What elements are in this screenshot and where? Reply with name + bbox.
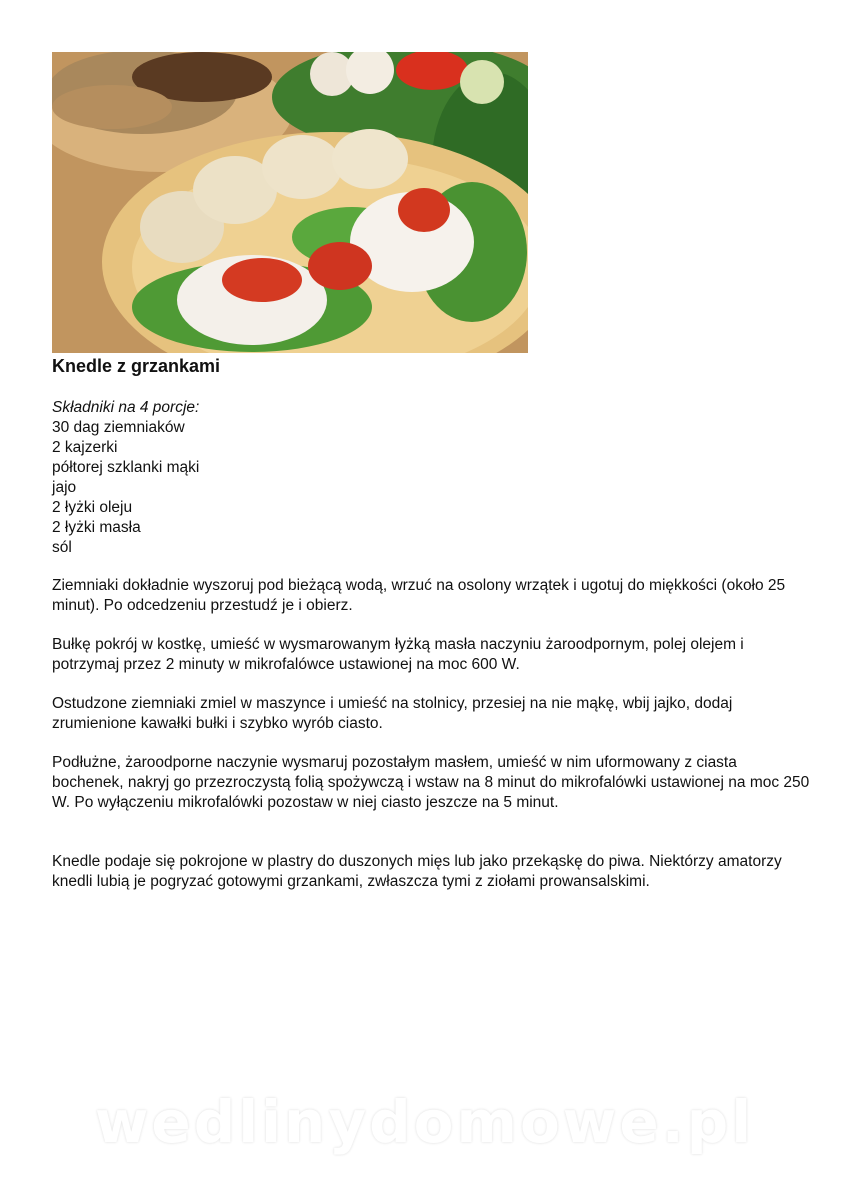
- step-paragraph: Podłużne, żaroodporne naczynie wysmaruj pozostałym masłem, umieść w nim uformowany z ciasta bochenek, nakryj go przezroczystą folią spożywczą i wstaw na 8 minut do mikrofalówki ustawionej na moc 250 W. Po wyłączeniu mikrofalówki pozostaw w niej ciasto jeszcze na 5 minut.: [52, 754, 810, 811]
- ingredient-item: 2 kajzerki: [52, 439, 118, 456]
- ingredient-item: 2 łyżki masła: [52, 519, 141, 536]
- dish-photo: [52, 52, 528, 353]
- ingredients-section: [52, 398, 792, 558]
- ingredients-heading: Składniki na 4 porcje:: [52, 399, 200, 416]
- step-paragraph: Bułkę pokrój w kostkę, umieść w wysmarowanym łyżką masła naczyniu żaroodpornym, polej olejem i potrzymaj przez 2 minuty w mikrofalówce ustawionej na moc 600 W.: [52, 636, 744, 673]
- site-watermark: wedlinydomowe.pl: [94, 1088, 755, 1156]
- ingredient-item: 2 łyżki oleju: [52, 499, 133, 516]
- ingredients-list: [52, 418, 792, 558]
- ingredient-item: sól: [52, 539, 72, 556]
- step-paragraph: Ostudzone ziemniaki zmiel w maszynce i umieść na stolnicy, przesiej na nie mąkę, wbij jajko, dodaj zrumienione kawałki bułki i szybko wyrób ciasto.: [52, 695, 733, 732]
- dish-illustration: [52, 52, 528, 353]
- step-paragraph: Ziemniaki dokładnie wyszoruj pod bieżącą wodą, wrzuć na osolony wrzątek i ugotuj do miękkości (około 25 minut). Po odcedzeniu przestudź je i obierz.: [52, 577, 786, 614]
- recipe-title: Knedle z grzankami: [52, 356, 221, 376]
- step-paragraph: Knedle podaje się pokrojone w plastry do duszonych mięs lub jako przekąskę do piwa. Niektórzy amatorzy knedli lubią je pogryzać gotowymi grzankami, zwłaszcza tymi z ziołami prowansalskimi.: [52, 853, 782, 890]
- ingredient-item: 30 dag ziemniaków: [52, 419, 185, 436]
- ingredient-item: jajo: [52, 479, 77, 496]
- ingredient-item: półtorej szklanki mąki: [52, 459, 200, 476]
